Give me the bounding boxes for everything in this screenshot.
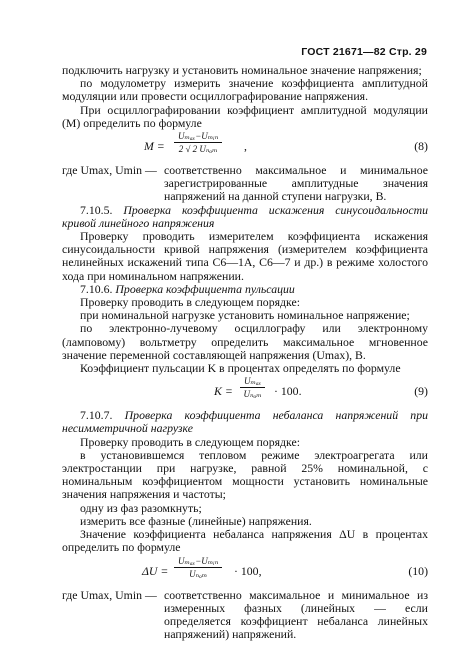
paragraph: в установившемся тепловом режиме электроагрегата или электростанции при нагрузке, равной 25% номинальной, с номинальным коэффициентом мощности установить номинальные значения напряжения и частоты; <box>62 447 428 502</box>
formula-number: (9) <box>414 384 428 399</box>
fraction-denominator: 2 √ 2 Uₙₒₘ <box>178 144 218 155</box>
where-label: где Umax, Umin — <box>62 163 157 178</box>
formula-fraction <box>240 375 265 400</box>
fraction-denominator: Uₙₒₘ <box>189 568 208 579</box>
where-clause <box>62 589 428 642</box>
formula-8 <box>62 130 428 164</box>
where-text: соответственно максимальное и минимальное из измеренных фазных (линейных — если определяется коэффициент небаланса линейных напряжений) напряжений. <box>164 587 428 642</box>
paragraph: подключить нагрузку и установить номинальное значение напряжения; <box>62 63 422 77</box>
section-number: 7.10.6. <box>80 281 113 296</box>
paragraph: при номинальной нагрузке установить номинальное напряжение; <box>80 308 410 323</box>
formula-lhs: K = <box>214 384 233 399</box>
paragraph: измерить все фазные (линейные) напряжения. <box>80 513 312 528</box>
paragraph: по электронно-лучевому осциллографу или электронному (ламповому) вольтметру определить максимальное мгновенное значение переменной составляющей напряжения (Umax), В. <box>62 321 428 362</box>
paragraph: Значение коэффициента небаланса напряжения ΔU в процентах определить по формуле <box>62 527 428 555</box>
section-title: Проверка коэффициента пульсации <box>115 281 295 296</box>
fraction-denominator: Uₙₒₘ <box>243 389 262 400</box>
section-heading <box>62 204 428 230</box>
paragraph: одну из фаз разомкнуть; <box>80 500 202 515</box>
formula-number: (8) <box>414 139 428 154</box>
paragraph: При осциллографировании коэффициент амплитудной модуляции (M) определить по формуле <box>62 102 428 130</box>
formula-tail: · 100. <box>274 384 302 399</box>
formula-lhs: M = <box>144 139 165 154</box>
where-text: соответственно максимальное и минимальное зарегистрированные амплитудные значения напряжений на данной ступени нагрузки, В. <box>164 163 428 204</box>
section-title: Проверка коэффициента искажения синусоидальности кривой линейного напряжения <box>62 202 428 230</box>
paragraph: Проверку проводить измерителем коэффициента искажения синусоидальности кривой напряжения (измерителем коэффициента нелинейных искажений типа С6—1А, С6—7 и др.) в режиме холостого хода при номинальном напряжении. <box>62 229 428 283</box>
fraction-numerator: Uₘₐₓ−Uₘᵢₙ <box>174 555 222 568</box>
formula-tail: · 100, <box>234 563 262 578</box>
formula-tail: , <box>244 139 247 154</box>
paragraph: Проверку проводить в следующем порядке: <box>80 295 300 310</box>
document-body <box>62 64 428 641</box>
section-number: 7.10.5. <box>80 202 113 217</box>
paragraph: Проверку проводить в следующем порядке: <box>80 434 300 449</box>
section-title: Проверка коэффициента небаланса напряжений при несимметричной нагрузке <box>62 408 428 436</box>
formula-fraction <box>174 130 222 155</box>
formula-10 <box>62 555 428 589</box>
where-clause <box>62 164 428 204</box>
paragraph: Коэффициент пульсации K в процентах определять по формуле <box>80 361 401 376</box>
section-heading <box>62 409 428 435</box>
formula-fraction <box>174 555 222 580</box>
where-label: где Umax, Umin — <box>62 587 157 602</box>
formula-9 <box>62 375 428 409</box>
fraction-numerator: Uₘₐₓ <box>240 375 265 388</box>
formula-lhs: ΔU = <box>142 563 169 578</box>
paragraph: по модулометру измерить значение коэффициента амплитудной модуляции или провести осциллографирование напряжения. <box>62 76 428 104</box>
section-number: 7.10.7. <box>80 408 113 423</box>
formula-number: (10) <box>408 563 428 578</box>
page-header: ГОСТ 21671—82 Стр. 29 <box>301 46 427 58</box>
fraction-numerator: Uₘₐₓ−Uₘᵢₙ <box>174 130 222 143</box>
